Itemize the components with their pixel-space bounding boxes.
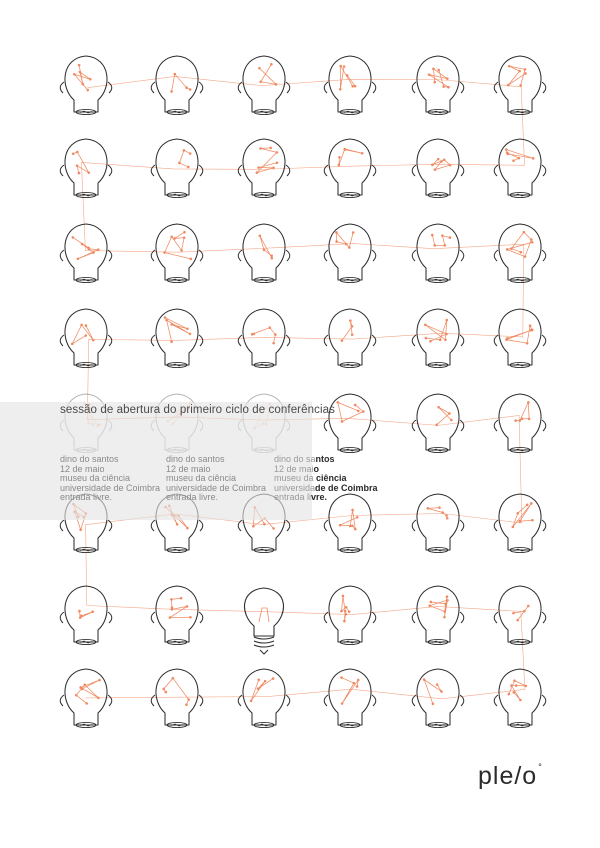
head-icon xyxy=(151,56,203,115)
venue: museu da ciência xyxy=(60,473,131,483)
plexo-logo: ple/o° xyxy=(478,762,543,790)
head-icon xyxy=(494,669,546,728)
head-icon xyxy=(412,586,464,645)
event-date: 12 de maio xyxy=(274,463,320,474)
venue: museu da ciência xyxy=(274,473,347,483)
head-icon xyxy=(238,669,290,728)
venue: museu da ciência xyxy=(166,473,237,483)
head-icon xyxy=(324,494,376,553)
head-icon xyxy=(494,494,546,553)
head-icon xyxy=(60,669,112,728)
speaker-name: dino do santos xyxy=(60,454,119,464)
head-icon xyxy=(324,669,376,728)
info-block-3 xyxy=(274,455,378,503)
headline: sessão de abertura do primeiro ciclo de conferências xyxy=(60,404,335,416)
head-icon xyxy=(412,56,464,115)
head-icon xyxy=(324,139,376,198)
admission: entrada livre. xyxy=(60,492,113,502)
head-icon xyxy=(324,394,376,453)
admission: entrada livre. xyxy=(166,492,219,502)
head-icon xyxy=(324,586,376,645)
institution: universidade de Coimbra xyxy=(274,482,378,493)
head-icon xyxy=(151,224,203,283)
head-icon xyxy=(151,139,203,198)
head-icon xyxy=(412,494,464,553)
head-icon xyxy=(60,224,112,283)
head-icon xyxy=(238,139,290,198)
event-date: 12 de maio xyxy=(60,463,105,474)
speaker-name: dino do santos xyxy=(166,454,225,464)
head-icon xyxy=(324,224,376,283)
head-icon xyxy=(494,586,546,645)
speaker-name: dino do santos xyxy=(274,454,335,464)
head-icon xyxy=(151,586,203,645)
head-icon xyxy=(494,224,546,283)
head-icon xyxy=(494,309,546,368)
head-icon xyxy=(60,139,112,198)
info-block-1 xyxy=(60,455,160,503)
head-icon xyxy=(494,139,546,198)
head-icon xyxy=(60,309,112,368)
lightbulb-head-icon xyxy=(245,588,284,654)
institution: universidade de Coimbra xyxy=(60,482,161,493)
head-icon xyxy=(412,224,464,283)
head-icon xyxy=(324,56,376,115)
admission: entrada livre. xyxy=(274,492,328,502)
head-icon xyxy=(151,309,203,368)
info-block-2 xyxy=(166,455,266,503)
head-icon xyxy=(60,586,112,645)
event-date: 12 de maio xyxy=(166,463,211,474)
head-icon xyxy=(238,224,290,283)
head-icon xyxy=(151,669,203,728)
head-icon xyxy=(412,139,464,198)
head-icon xyxy=(412,309,464,368)
institution: universidade de Coimbra xyxy=(166,482,267,493)
